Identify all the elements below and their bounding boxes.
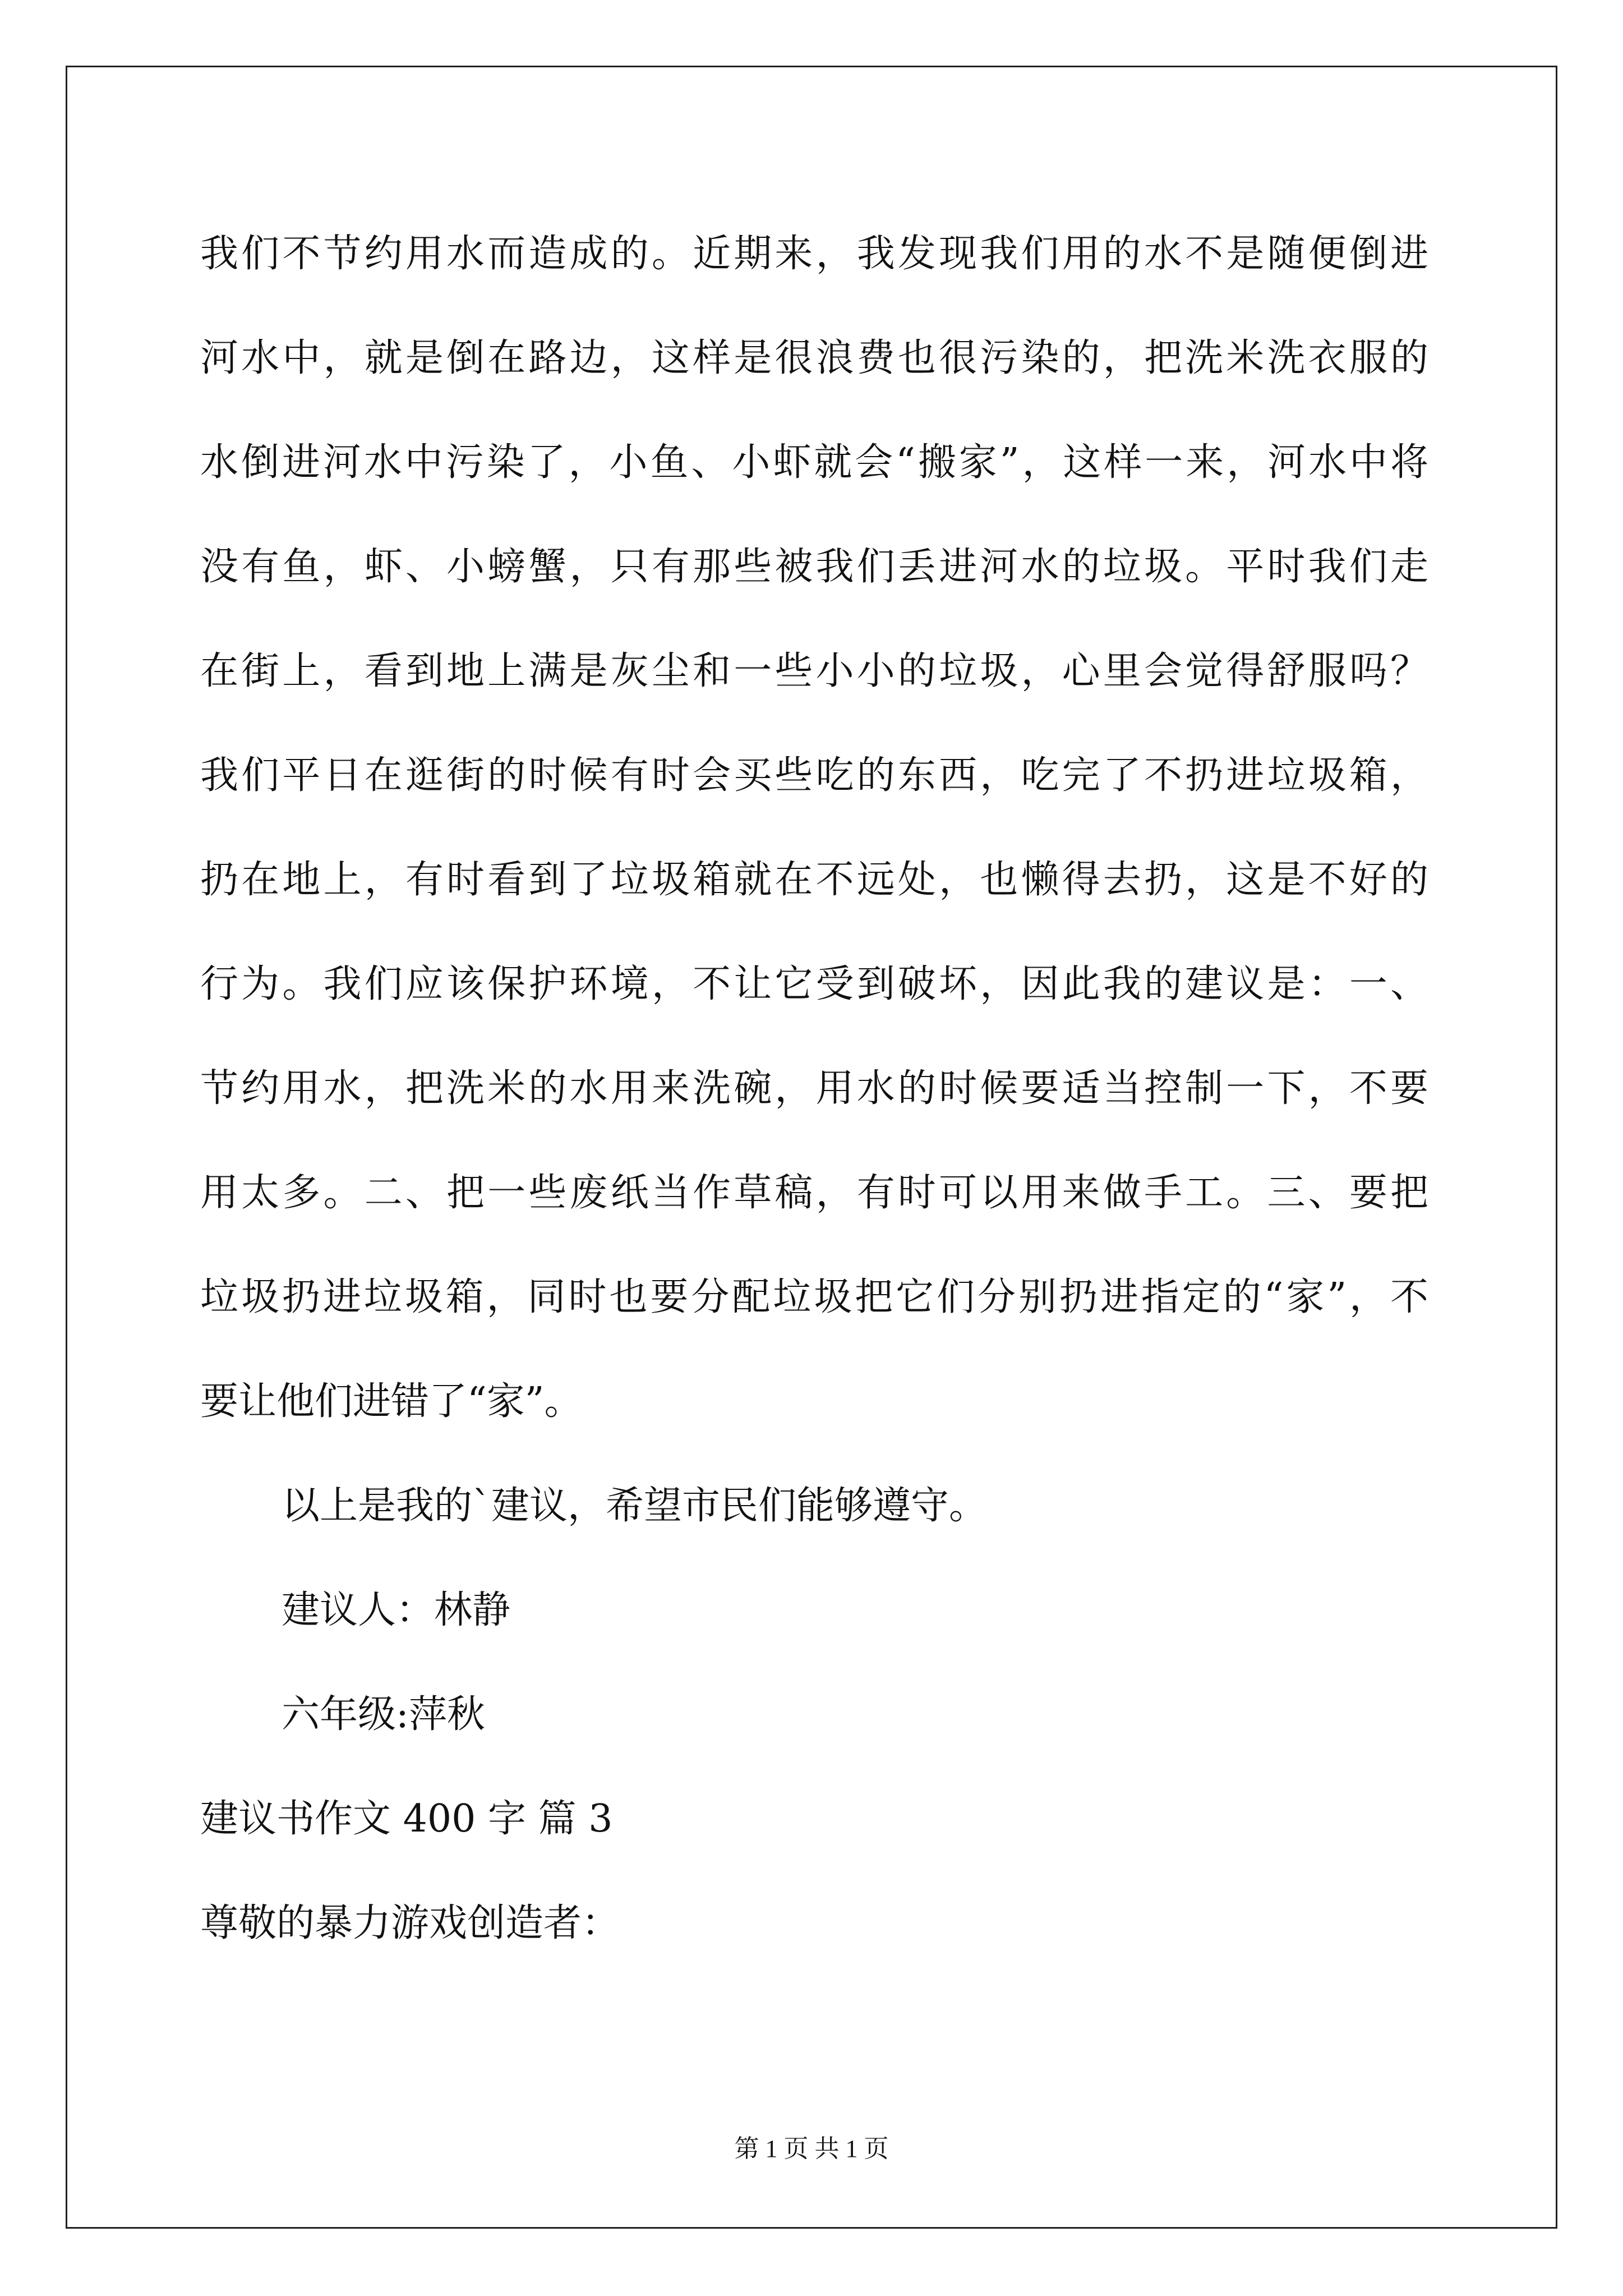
section-heading: 建议书作文 400 字 篇 3 [200,1797,613,1841]
paragraph-line: 河水中，就是倒在路边，这样是很浪费也很污染的，把洗米洗衣服的 [200,336,1428,380]
page-footer: 第 1 页 共 1 页 [734,2135,889,2162]
salutation-line: 尊敬的暴力游戏创造者： [200,1901,620,1945]
paragraph-line: 我们不节约用水而造成的。近期来，我发现我们用的水不是随便倒进 [200,232,1428,276]
paragraph-line: 垃圾扔进垃圾箱，同时也要分配垃圾把它们分别扔进指定的“家”，不 [200,1275,1428,1319]
paragraph-line: 要让他们进错了“家”。 [200,1379,583,1424]
document-body [200,202,1428,1976]
closing-remark: 以上是我的`建议，希望市民们能够遵守。 [282,1484,988,1528]
paragraph-line: 行为。我们应该保护环境，不让它受到破坏，因此我的建议是：一、 [200,962,1428,1006]
paragraph-line: 节约用水，把洗米的水用来洗碗，用水的时候要适当控制一下，不要 [200,1066,1428,1111]
signer-line: 建议人：林静 [282,1588,511,1632]
paragraph-line: 我们平日在逛街的时候有时会买些吃的东西，吃完了不扔进垃圾箱， [200,753,1428,798]
paragraph-line: 用太多。二、把一些废纸当作草稿，有时可以用来做手工。三、要把 [200,1171,1428,1215]
paragraph-line: 没有鱼，虾、小螃蟹，只有那些被我们丢进河水的垃圾。平时我们走 [200,545,1428,589]
class-info-line: 六年级:萍秋 [282,1692,485,1737]
paragraph-line: 水倒进河水中污染了，小鱼、小虾就会“搬家”，这样一来，河水中将 [200,440,1428,485]
paragraph-line: 扔在地上，有时看到了垃圾箱就在不远处，也懒得去扔，这是不好的 [200,858,1428,902]
paragraph-line: 在街上，看到地上满是灰尘和一些小小的垃圾，心里会觉得舒服吗？ [200,649,1428,693]
